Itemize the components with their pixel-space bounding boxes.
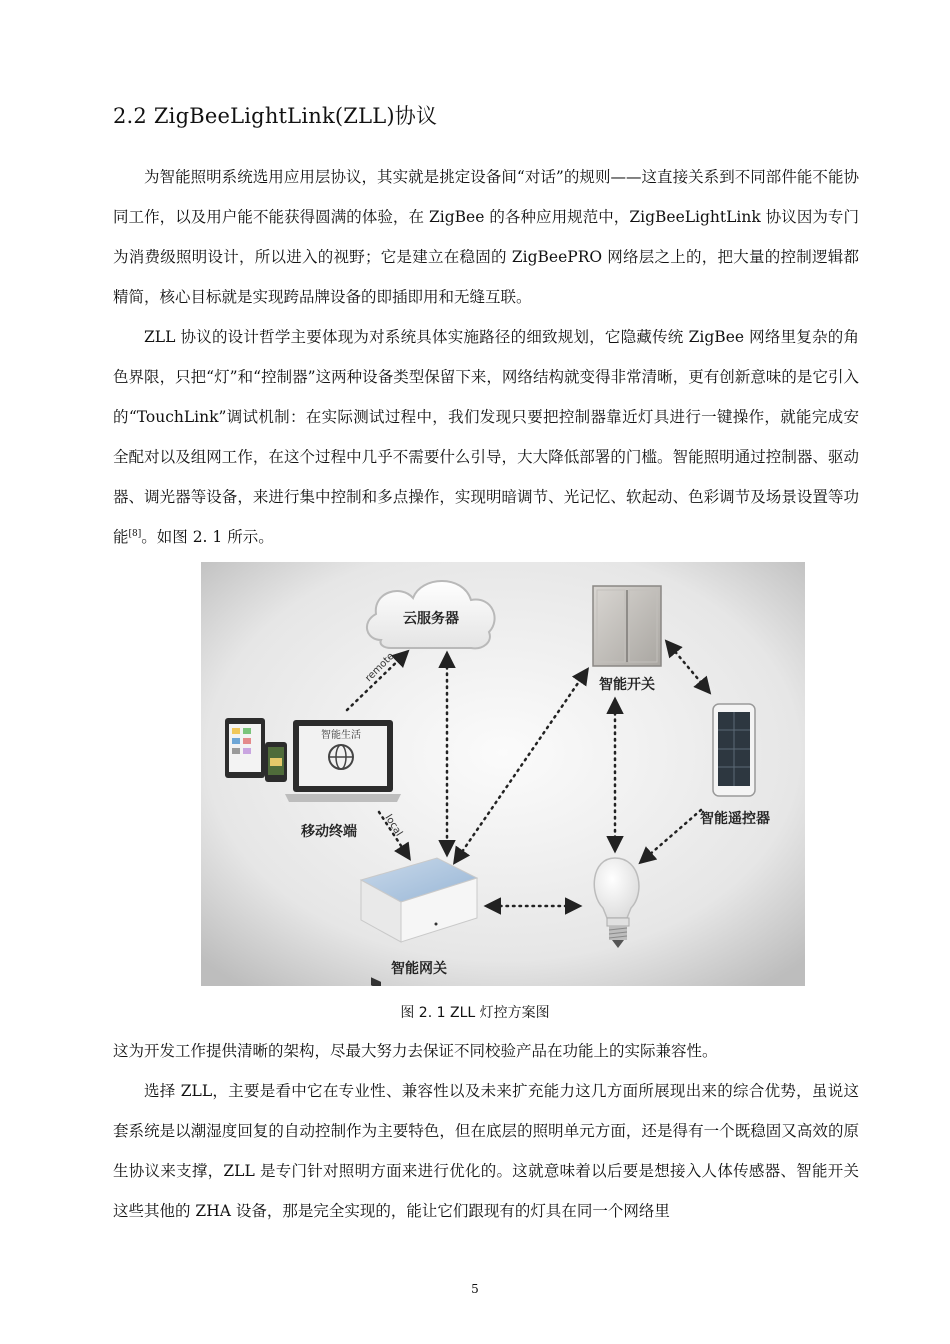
smart-switch-icon — [593, 586, 661, 666]
citation-ref[interactable]: [8] — [128, 529, 142, 539]
paragraph-2-text: ZLL 协议的设计哲学主要体现为对系统具体实施路径的细致规划，它隐藏传统 ZigBee 网络里复杂的角色界限，只把“灯”和“控制器”这两种设备类型保留下来，网络结构就变得非常清晰，更有创新意味的是它引入的“TouchLink”调试机制：在实际测试过程中，我们发现只要把控制器靠近灯具进行一键操作，就能完成安全配对以及组网工作，在这个过程中几乎不需要什么引导，大大降低部署的门槛。智能照明通过控制器、驱动器、调光器等设备，来进行集中控制和多点操作，实现明暗调节、光记忆、软起动、色彩调节及场景设置等功能 — [113, 328, 859, 546]
section-heading: 2.2 ZigBeeLightLink(ZLL)协议 — [113, 104, 438, 128]
phone-icon — [265, 742, 287, 782]
zll-figure — [201, 562, 805, 986]
laptop-icon — [285, 720, 401, 802]
paragraph-3: 这为开发工作提供清晰的架构，尽最大努力去保证不同校验产品在功能上的实际兼容性。 — [113, 1042, 718, 1060]
paragraph-2-tail: 。如图 2. 1 所示。 — [141, 528, 274, 546]
smart-remote-icon — [713, 704, 755, 796]
local-link-label: local — [382, 812, 405, 839]
tablet-icon — [225, 718, 265, 778]
paragraph-1: 为智能照明系统选用应用层协议，其实就是挑定设备间“对话”的规则——这直接关系到不同部件能不能协同工作，以及用户能不能获得圆满的体验，在 ZigBee 的各种应用规范中，ZigBeeLightLink 协议因为专门为消费级照明设计，所以进入的视野；它是建立在稳固的 ZigBeePRO 网络层之上的，把大量的控制逻辑都精简，核心目标就是实现跨品牌设备的即插即用和无缝互联。 — [113, 168, 859, 306]
remote-link-label: remote — [363, 650, 397, 685]
figure-caption: 图 2. 1 ZLL 灯控方案图 — [400, 1005, 550, 1021]
screen-text: 智能生活 — [321, 730, 361, 741]
remote-label: 智能遥控器 — [700, 811, 770, 827]
paragraph-2 — [113, 317, 859, 557]
cloud-label: 云服务器 — [403, 611, 459, 627]
page-number: 5 — [471, 1282, 479, 1296]
gateway-label: 智能网关 — [391, 961, 447, 977]
switch-label: 智能开关 — [599, 677, 655, 693]
paragraph-4: 选择 ZLL，主要是看中它在专业性、兼容性以及未来扩充能力这几方面所展现出来的综合优势，虽说这套系统是以潮湿度回复的自动控制作为主要特色，但在底层的照明单元方面，还是得有一个既稳固又高效的原生协议来支撑，ZLL 是专门针对照明方面来进行优化的。这就意味着以后要是想接入人体传感器、智能开关这些其他的 ZHA 设备，那是完全实现的，能让它们跟现有的灯具在同一个网络里 — [113, 1082, 859, 1220]
mobile-label: 移动终端 — [301, 824, 357, 840]
